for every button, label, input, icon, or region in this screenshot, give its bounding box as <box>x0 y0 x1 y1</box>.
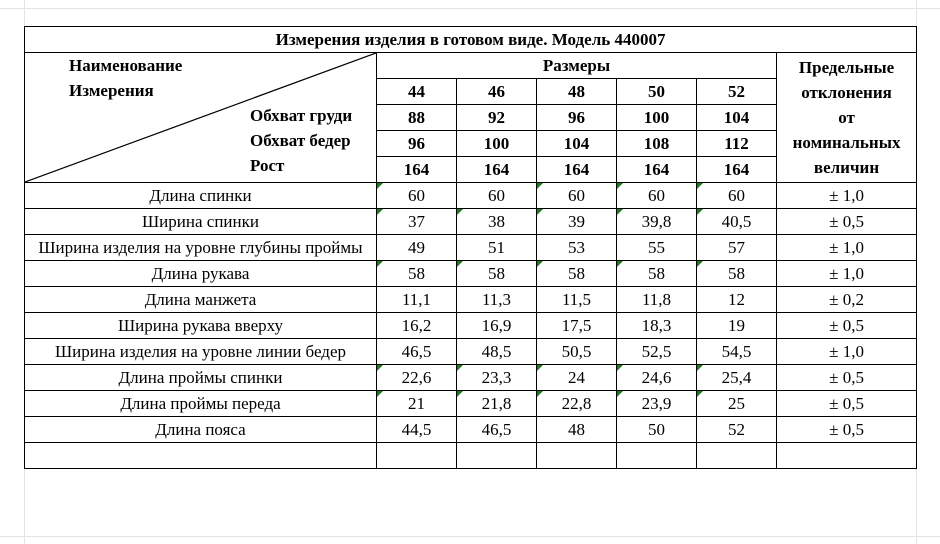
tolerance-value: ± 1,0 <box>777 261 917 287</box>
measurement-value: 48 <box>537 417 617 443</box>
cell-marker-icon <box>457 209 463 215</box>
table-row <box>25 365 917 391</box>
measurement-value: 23,3 <box>457 365 537 391</box>
measurement-value: 39 <box>537 209 617 235</box>
cell-marker-icon <box>377 391 383 397</box>
tolerance-value: ± 1,0 <box>777 339 917 365</box>
cell-marker-icon <box>537 261 543 267</box>
measurement-value: 60 <box>377 183 457 209</box>
empty-cell <box>697 443 777 469</box>
cell-marker-icon <box>537 209 543 215</box>
measurement-value: 55 <box>617 235 697 261</box>
measurement-value: 37 <box>377 209 457 235</box>
table-row <box>25 339 917 365</box>
empty-cell <box>457 443 537 469</box>
empty-cell <box>377 443 457 469</box>
param-value: 92 <box>457 105 537 131</box>
measurement-value: 48,5 <box>457 339 537 365</box>
measurement-value: 58 <box>617 261 697 287</box>
empty-cell <box>537 443 617 469</box>
measurement-value: 52 <box>697 417 777 443</box>
empty-cell <box>617 443 697 469</box>
cell-marker-icon <box>457 365 463 371</box>
size-cell: 52 <box>697 79 777 105</box>
table-row <box>25 235 917 261</box>
param-label: Обхват бедер <box>250 131 351 150</box>
empty-cell <box>777 443 917 469</box>
measurement-value: 16,9 <box>457 313 537 339</box>
measurement-value: 22,8 <box>537 391 617 417</box>
corner-label-bottom: Измерения <box>69 81 154 100</box>
tolerance-value: ± 0,5 <box>777 417 917 443</box>
measurement-value: 44,5 <box>377 417 457 443</box>
sizes-header: Размеры <box>377 53 777 79</box>
param-value: 164 <box>617 157 697 183</box>
measurement-value: 24 <box>537 365 617 391</box>
empty-row <box>25 443 917 469</box>
cell-marker-icon <box>697 261 703 267</box>
param-label: Обхват груди <box>250 106 353 125</box>
measurement-value: 24,6 <box>617 365 697 391</box>
table-row <box>25 313 917 339</box>
measurement-value: 46,5 <box>457 417 537 443</box>
measurement-value: 11,5 <box>537 287 617 313</box>
param-value: 164 <box>537 157 617 183</box>
cell-marker-icon <box>617 209 623 215</box>
param-value: 100 <box>617 105 697 131</box>
table-row <box>25 287 917 313</box>
measurement-value: 60 <box>457 183 537 209</box>
measurement-value: 58 <box>457 261 537 287</box>
measurement-value: 49 <box>377 235 457 261</box>
measurement-value: 58 <box>697 261 777 287</box>
tolerance-value: ± 1,0 <box>777 235 917 261</box>
tolerance-value: ± 0,2 <box>777 287 917 313</box>
tolerance-header-line: номинальных <box>792 133 901 152</box>
table-row <box>25 391 917 417</box>
param-value: 88 <box>377 105 457 131</box>
measurement-value: 16,2 <box>377 313 457 339</box>
measurement-name: Длина рукава <box>25 261 377 287</box>
measurement-value: 50,5 <box>537 339 617 365</box>
tolerance-header-line: от <box>838 108 855 127</box>
cell-marker-icon <box>697 365 703 371</box>
size-cell: 46 <box>457 79 537 105</box>
measurement-value: 21 <box>377 391 457 417</box>
cell-marker-icon <box>377 183 383 189</box>
cell-marker-icon <box>697 391 703 397</box>
param-value: 112 <box>697 131 777 157</box>
measurement-value: 21,8 <box>457 391 537 417</box>
param-value: 96 <box>377 131 457 157</box>
grid-line <box>0 8 940 9</box>
cell-marker-icon <box>537 391 543 397</box>
tolerance-value: ± 0,5 <box>777 391 917 417</box>
measurement-value: 11,1 <box>377 287 457 313</box>
cell-marker-icon <box>697 209 703 215</box>
measurement-name: Длина пояса <box>25 417 377 443</box>
param-value: 100 <box>457 131 537 157</box>
size-cell: 50 <box>617 79 697 105</box>
param-value: 164 <box>457 157 537 183</box>
measurement-name: Длина спинки <box>25 183 377 209</box>
measurement-value: 17,5 <box>537 313 617 339</box>
measurement-value: 60 <box>617 183 697 209</box>
cell-marker-icon <box>617 261 623 267</box>
tolerance-value: ± 0,5 <box>777 365 917 391</box>
cell-marker-icon <box>377 209 383 215</box>
measurement-value: 25 <box>697 391 777 417</box>
measurement-value: 38 <box>457 209 537 235</box>
table-title: Измерения изделия в готовом виде. Модель 440007 <box>25 27 917 53</box>
measurement-name: Ширина изделия на уровне линии бедер <box>25 339 377 365</box>
measurement-name: Длина манжета <box>25 287 377 313</box>
size-cell: 48 <box>537 79 617 105</box>
measurement-value: 52,5 <box>617 339 697 365</box>
tolerance-header <box>777 53 917 183</box>
tolerance-header-line: Предельные <box>798 58 895 77</box>
measurement-value: 11,3 <box>457 287 537 313</box>
tolerance-header-line: отклонения <box>801 83 892 102</box>
grid-line <box>0 536 940 537</box>
param-value: 96 <box>537 105 617 131</box>
measurement-value: 60 <box>537 183 617 209</box>
cell-marker-icon <box>457 261 463 267</box>
measurement-value: 51 <box>457 235 537 261</box>
cell-marker-icon <box>537 365 543 371</box>
measurement-value: 50 <box>617 417 697 443</box>
tolerance-value: ± 0,5 <box>777 209 917 235</box>
corner-header-cell <box>25 53 377 183</box>
cell-marker-icon <box>697 183 703 189</box>
measurement-value: 46,5 <box>377 339 457 365</box>
measurements-table <box>24 26 917 469</box>
cell-marker-icon <box>537 183 543 189</box>
table-row <box>25 183 917 209</box>
measurement-value: 39,8 <box>617 209 697 235</box>
table-row <box>25 209 917 235</box>
measurement-value: 58 <box>377 261 457 287</box>
tolerance-header-line: величин <box>813 158 880 177</box>
corner-label-top: Наименование <box>69 56 183 75</box>
cell-marker-icon <box>457 391 463 397</box>
measurement-value: 54,5 <box>697 339 777 365</box>
param-value: 104 <box>537 131 617 157</box>
measurement-value: 60 <box>697 183 777 209</box>
measurement-value: 25,4 <box>697 365 777 391</box>
measurement-value: 23,9 <box>617 391 697 417</box>
empty-cell <box>25 443 377 469</box>
measurement-name: Длина проймы спинки <box>25 365 377 391</box>
measurement-value: 19 <box>697 313 777 339</box>
param-value: 164 <box>697 157 777 183</box>
measurement-value: 57 <box>697 235 777 261</box>
measurement-value: 53 <box>537 235 617 261</box>
tolerance-value: ± 1,0 <box>777 183 917 209</box>
measurement-value: 58 <box>537 261 617 287</box>
measurement-value: 11,8 <box>617 287 697 313</box>
measurement-name: Ширина рукава вверху <box>25 313 377 339</box>
measurement-name: Ширина изделия на уровне глубины проймы <box>25 235 377 261</box>
cell-marker-icon <box>617 183 623 189</box>
tolerance-value: ± 0,5 <box>777 313 917 339</box>
measurement-value: 22,6 <box>377 365 457 391</box>
table-row <box>25 417 917 443</box>
param-value: 104 <box>697 105 777 131</box>
cell-marker-icon <box>617 365 623 371</box>
cell-marker-icon <box>617 391 623 397</box>
size-cell: 44 <box>377 79 457 105</box>
table-row <box>25 261 917 287</box>
measurement-name: Длина проймы переда <box>25 391 377 417</box>
measurement-value: 18,3 <box>617 313 697 339</box>
measurement-value: 12 <box>697 287 777 313</box>
cell-marker-icon <box>377 261 383 267</box>
param-value: 108 <box>617 131 697 157</box>
cell-marker-icon <box>377 365 383 371</box>
param-value: 164 <box>377 157 457 183</box>
measurement-name: Ширина спинки <box>25 209 377 235</box>
measurement-value: 40,5 <box>697 209 777 235</box>
param-label: Рост <box>250 156 285 175</box>
